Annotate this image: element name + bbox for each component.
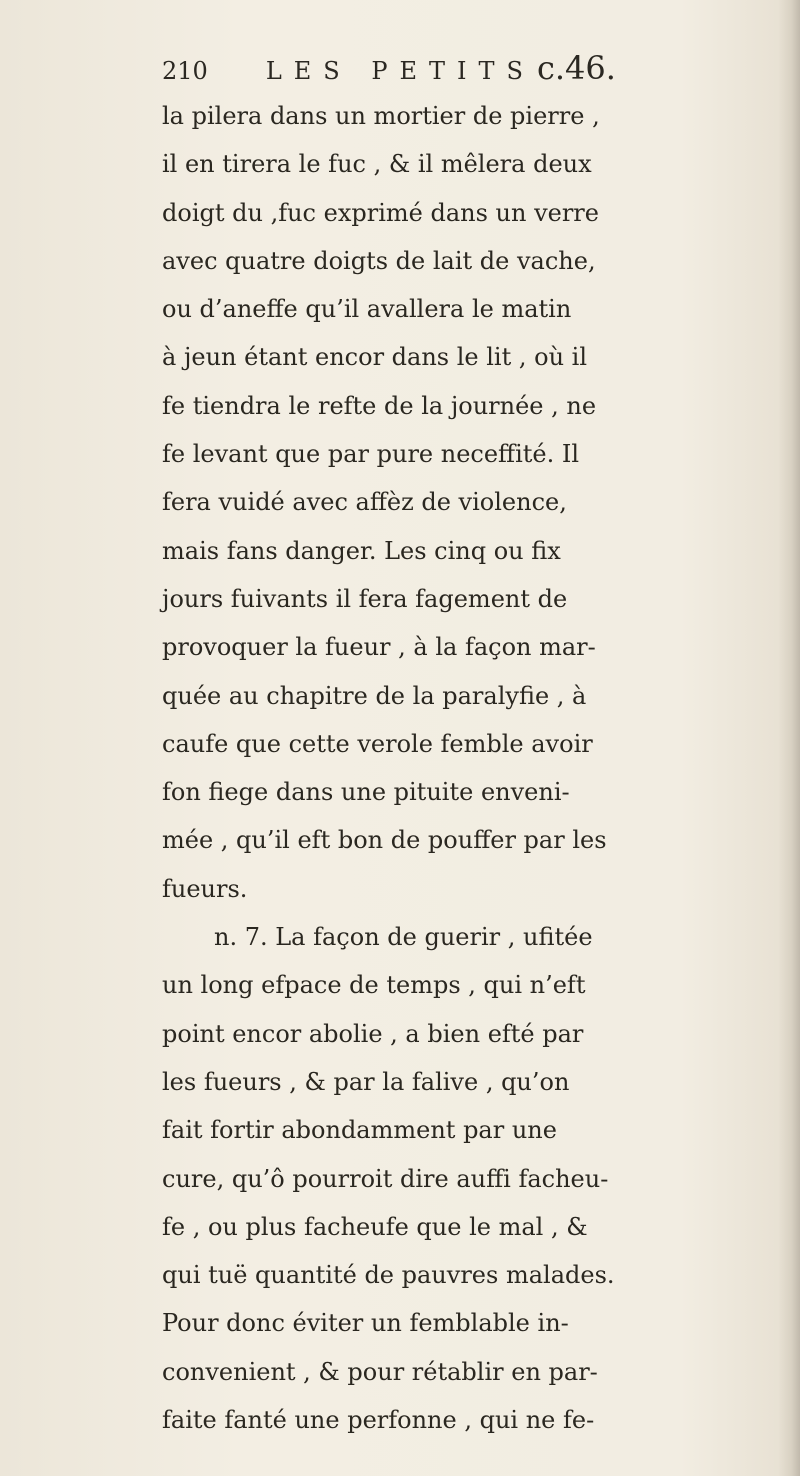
page-number: 210: [162, 57, 208, 85]
text-line: fe tiendra le refte de la journée , ne: [162, 391, 597, 420]
text-line: fait fortir abondamment par une: [162, 1116, 557, 1145]
text-line: jours fuivants il fera fagement de: [162, 584, 568, 613]
page-header: [162, 42, 800, 97]
text-line: fueurs.: [162, 874, 248, 903]
text-line: caufe que cette verole femble avoir: [162, 729, 593, 758]
text-line: la pilera dans un mortier de pierre ,: [162, 102, 600, 130]
text-line: avec quatre doigts de lait de vache,: [162, 246, 596, 275]
text-line: Pour donc éviter un femblable in-: [162, 1309, 569, 1338]
body-text: [162, 92, 800, 1444]
text-line: fon fiege dans une pituite enveni-: [162, 778, 570, 807]
text-line: à jeun étant encor dans le lit , où il: [162, 343, 588, 372]
text-line: fe levant que par pure neceffité. Il: [162, 440, 580, 469]
text-line: mée , qu’il eft bon de pouffer par les: [162, 826, 607, 855]
text-line: convenient , & pour rétablir en par-: [162, 1357, 598, 1386]
text-line: ou d’aneffe qu’il avallera le matin: [162, 295, 572, 324]
paragraph-start-line: n. 7. La façon de guerir , ufitée: [214, 923, 593, 952]
running-title: LES PETITS: [265, 57, 535, 85]
text-line: fera vuidé avec affèz de violence,: [162, 488, 567, 517]
text-line: doigt du ,fuc exprimé dans un verre: [162, 198, 599, 227]
text-line: fe , ou plus facheufe que le mal , &: [162, 1212, 588, 1241]
text-line: les fueurs , & par la falive , qu’on: [162, 1067, 570, 1096]
text-line: quée au chapitre de la paralyfie , à: [162, 681, 587, 710]
text-line: il en tirera le fuc , & il mêlera deux: [162, 150, 592, 179]
text-line: faite fanté une perfonne , qui ne fe-: [162, 1406, 595, 1435]
chapter-marker: c.46.: [536, 49, 616, 87]
text-line: provoquer la fueur , à la façon mar-: [162, 633, 596, 662]
text-line: cure, qu’ô pourroit dire auffi facheu-: [162, 1164, 609, 1193]
text-line: qui tuë quantité de pauvres malades.: [162, 1261, 615, 1290]
text-line: un long efpace de temps , qui n’eft: [162, 971, 586, 1000]
text-line: point encor abolie , a bien efté par: [162, 1019, 584, 1048]
text-line: mais fans danger. Les cinq ou fix: [162, 536, 561, 565]
